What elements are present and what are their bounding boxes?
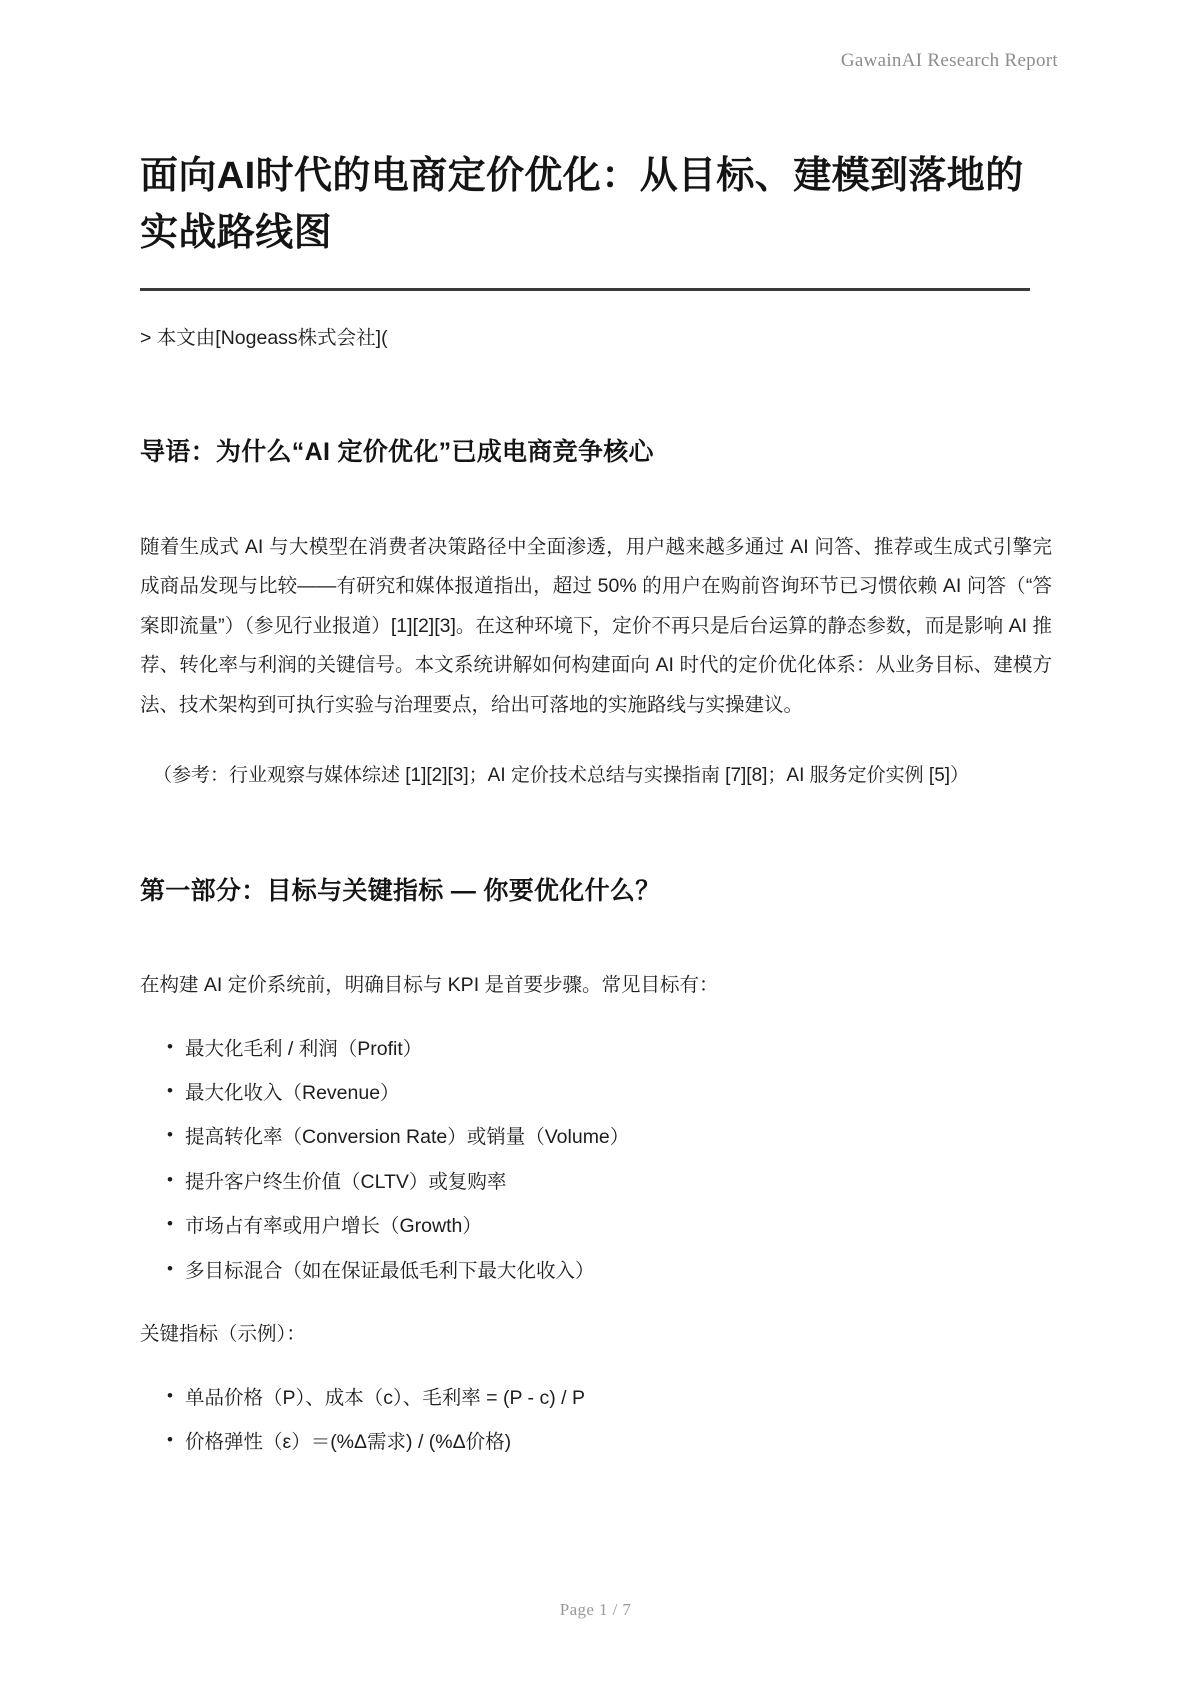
spacer (140, 1006, 1052, 1038)
list-item: • 市场占有率或用户增长（Growth） (167, 1215, 1052, 1238)
intro-paragraph: 随着生成式 AI 与大模型在消费者决策路径中全面渗透，用户越来越多通过 AI 问答、推荐或生成式引擎完成商品发现与比较——有研究和媒体报道指出，超过 50% 的用户在购前咨询环节已习惯依赖 AI 问答（“答案即流量”）（参见行业报道）[1][2][3]。在这种环境下，定价不再只是后台运算的静态参数，而是影响 AI 推荐、转化率与利润的关键信号。本文系统讲解如何构建面向 AI 时代的定价优化体系：从业务目标、建模方法、技术架构到可执行实验与治理要点，给出可落地的实施路线与实操建议。 (140, 535, 1052, 716)
document-content (140, 148, 1052, 1454)
section-heading-intro: 导语：为什么“AI 定价优化”已成电商竞争核心 (140, 438, 654, 467)
spacer (140, 472, 1052, 528)
list-item: • 提高转化率（Conversion Rate）或销量（Volume） (167, 1126, 1052, 1149)
list-item: • 多目标混合（如在保证最低毛利下最大化收入） (167, 1260, 1052, 1283)
spacer (140, 726, 1052, 758)
title-divider (140, 288, 1030, 291)
spacer (140, 355, 1052, 434)
list-item: • 最大化收入（Revenue） (167, 1082, 1052, 1105)
list-item: • 价格弹性（ε）＝(%Δ需求) / (%Δ价格) (167, 1431, 1052, 1454)
page-title: 面向AI时代的电商定价优化：从目标、建模到落地的实战路线图 (140, 155, 1024, 254)
list-item: • 单品价格（P）、成本（c）、毛利率 = (P - c) / P (167, 1387, 1052, 1410)
spacer (140, 794, 1052, 873)
list-item: • 提升客户终生价值（CLTV）或复购率 (167, 1171, 1052, 1194)
metrics-lead: 关键指标（示例）： (140, 1323, 306, 1346)
spacer (140, 910, 1052, 966)
list-item: • 最大化毛利 / 利润（Profit） (167, 1038, 1052, 1061)
intro-reference-note: （参考：行业观察与媒体综述 [1][2][3]；AI 定价技术总结与实操指南 [7][8]；AI 服务定价实例 [5]） (153, 764, 970, 786)
byline: > 本文由[Nogeass株式会社]( (140, 327, 388, 349)
section-heading-part-one: 第一部分：目标与关键指标 — 你要优化什么？ (140, 876, 661, 905)
spacer (140, 1355, 1052, 1387)
part-one-lead: 在构建 AI 定价系统前，明确目标与 KPI 是首要步骤。常见目标有： (140, 974, 719, 997)
page-number: Page 1 / 7 (559, 1600, 632, 1619)
running-header: GawainAI Research Report (840, 50, 1058, 71)
metrics-list (140, 1387, 1052, 1455)
goals-list (140, 1038, 1052, 1283)
spacer (140, 1283, 1052, 1315)
